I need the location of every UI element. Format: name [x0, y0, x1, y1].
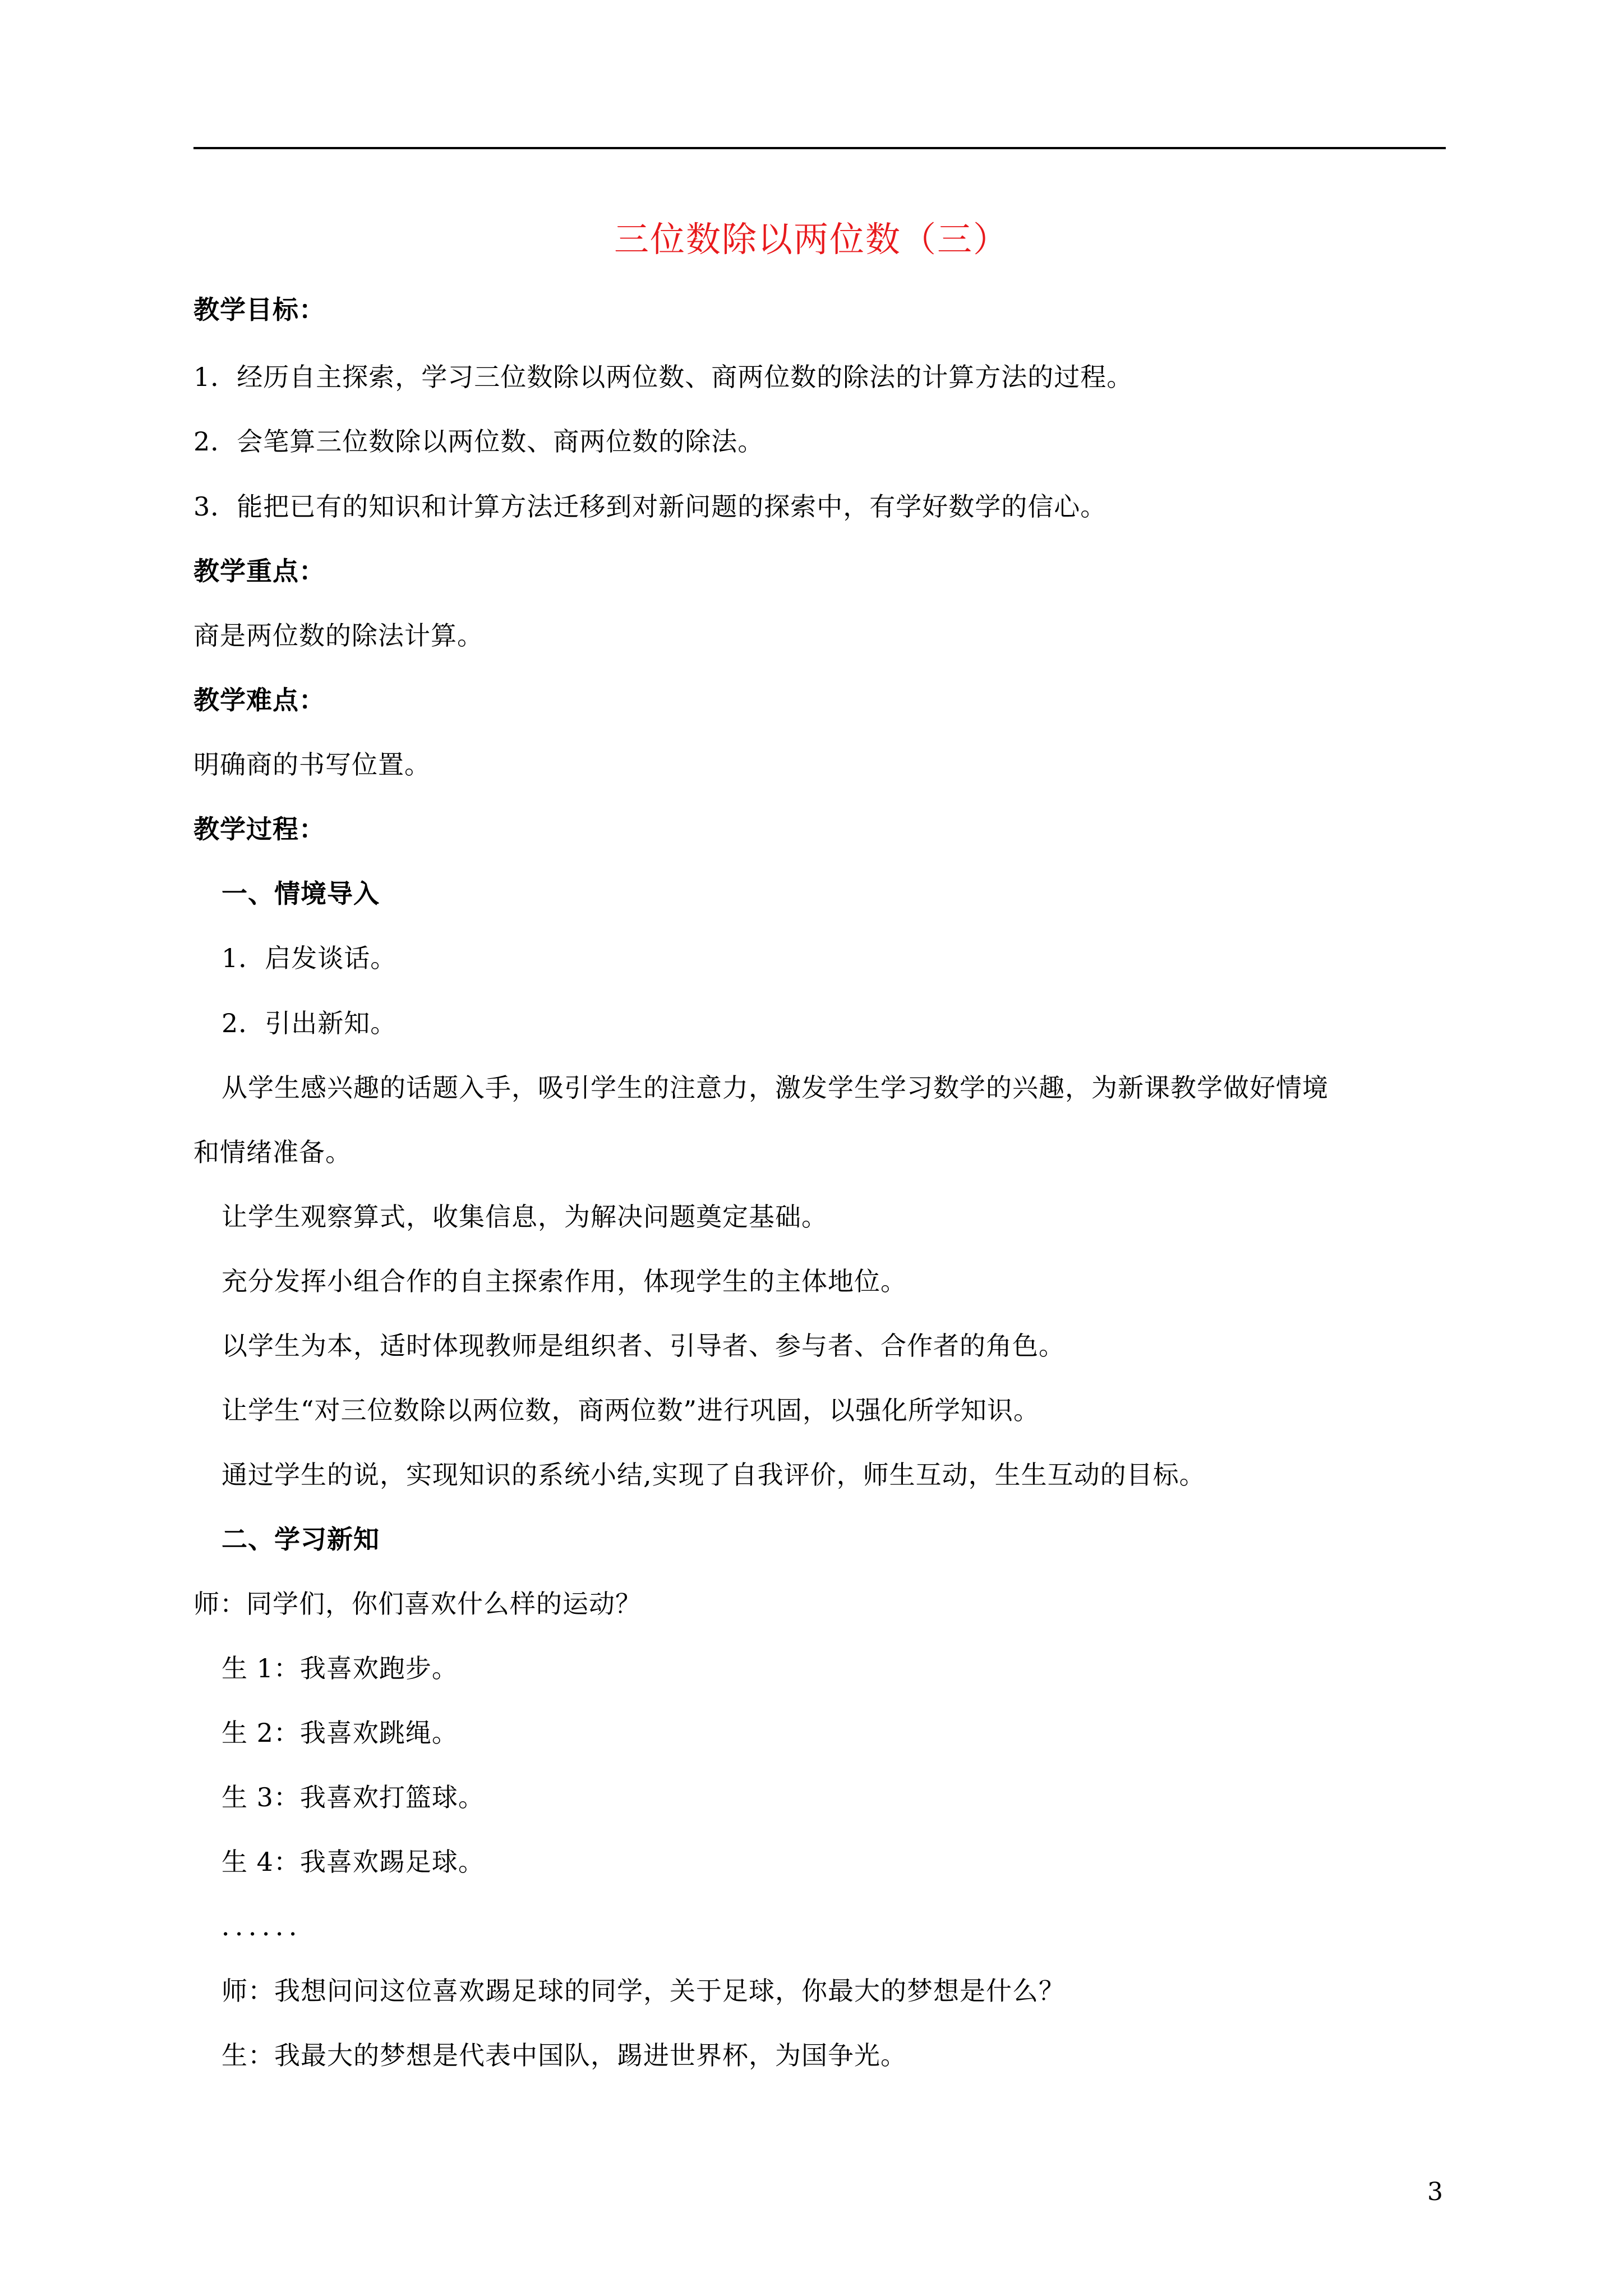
- section1-paragraph: 以学生为本，适时体现教师是组织者、引导者、参与者、合作者的角色。: [222, 1331, 1065, 1361]
- section1-paragraph: 和情绪准备。: [193, 1137, 352, 1167]
- process-heading: 教学过程：: [193, 814, 325, 844]
- section1-item-1: 1．启发谈话。: [222, 943, 397, 973]
- dialogue-line: 师：同学们，你们喜欢什么样的运动？: [193, 1589, 642, 1619]
- dialogue-line: 生 1：我喜欢跑步。: [222, 1653, 458, 1683]
- key-point-text: 商是两位数的除法计算。: [193, 620, 483, 651]
- section1-heading: 一、情境导入: [222, 878, 380, 909]
- dialogue-line: 师：我想问问这位喜欢踢足球的同学，关于足球，你最大的梦想是什么？: [222, 1976, 1065, 2006]
- dialogue-line: 生 2：我喜欢跳绳。: [222, 1718, 458, 1748]
- section1-paragraph: 让学生“对三位数除以两位数，商两位数”进行巩固，以强化所学知识。: [222, 1395, 1040, 1425]
- section1-item-2: 2．引出新知。: [222, 1008, 397, 1038]
- document-title: 三位数除以两位数（三）: [614, 219, 1009, 260]
- difficulty-text: 明确商的书写位置。: [193, 749, 431, 780]
- section1-paragraph: 让学生观察算式，收集信息，为解决问题奠定基础。: [222, 1202, 828, 1232]
- objective-item-3: 3．能把已有的知识和计算方法迁移到对新问题的探索中，有学好数学的信心。: [193, 491, 1107, 522]
- objectives-heading: 教学目标：: [193, 295, 325, 325]
- section1-paragraph: 从学生感兴趣的话题入手，吸引学生的注意力，激发学生学习数学的兴趣，为新课教学做好情境: [222, 1073, 1329, 1103]
- objective-item-2: 2．会笔算三位数除以两位数、商两位数的除法。: [193, 426, 764, 457]
- objective-item-1: 1．经历自主探索，学习三位数除以两位数、商两位数的除法的计算方法的过程。: [193, 362, 1133, 392]
- page-number: 3: [1427, 2178, 1443, 2206]
- dialogue-line: 生 4：我喜欢踢足球。: [222, 1847, 485, 1877]
- dialogue-line: 生：我最大的梦想是代表中国队，踢进世界杯，为国争光。: [222, 2040, 907, 2070]
- section2-heading: 二、学习新知: [222, 1524, 380, 1554]
- key-point-heading: 教学重点：: [193, 556, 325, 586]
- dialogue-line: 生 3：我喜欢打篮球。: [222, 1782, 485, 1812]
- difficulty-heading: 教学难点：: [193, 685, 325, 715]
- section1-paragraph: 充分发挥小组合作的自主探索作用，体现学生的主体地位。: [222, 1266, 907, 1296]
- dialogue-ellipsis: ．．．．．．: [222, 1911, 315, 1941]
- section1-paragraph: 通过学生的说，实现知识的系统小结,实现了自我评价，师生互动，生生互动的目标。: [222, 1460, 1206, 1490]
- header-rule: [193, 147, 1446, 149]
